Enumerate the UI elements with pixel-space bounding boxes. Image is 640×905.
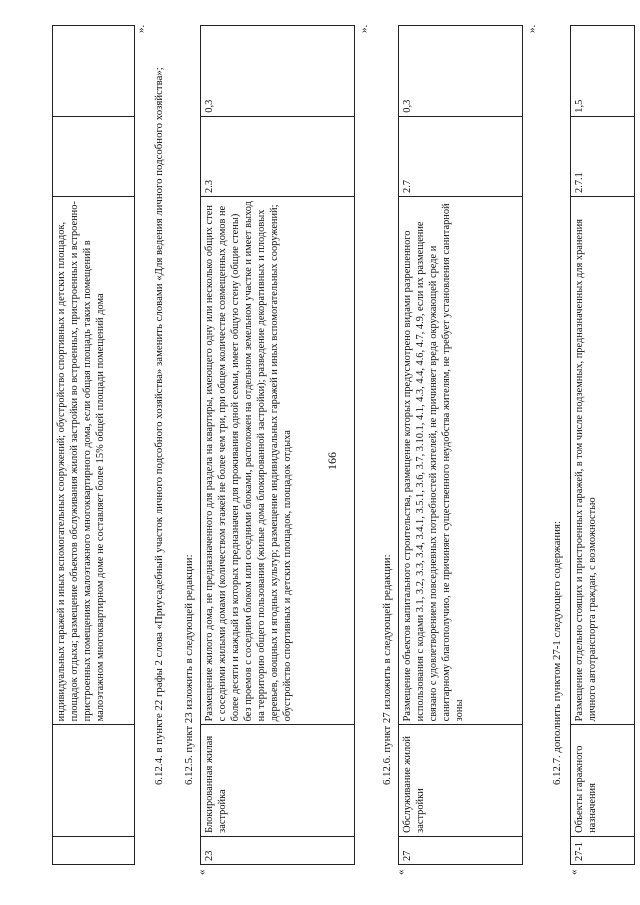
row-name-cell: Объекты гаражного назначения [571,725,635,837]
paragraph-6-12-5: 6.12.5. пункт 23 изложить в следующей редакции: [183,554,195,785]
table-row [399,26,523,865]
closing-quote: ». [135,24,147,33]
row-code-cell: 2.7 [399,116,523,196]
row-value-cell: 0,3 [201,26,355,117]
table-row [571,26,635,865]
row-code-cell: 2.7.1 [571,116,635,196]
opening-quote: « [568,869,580,875]
opening-quote: « [395,869,407,875]
table-row [53,26,135,865]
row-number-cell [53,836,135,864]
row-number-cell: 23 [201,836,355,864]
row-description-cell: индивидуальных гаражей и иных вспомогательных сооружений; обустройство спортивных и детских площадок, площадок отдыха; размещение объектов обслуживания жилой застройки во встроенных, пристроенных и встроенно-пристроенных помещениях малоэтажного многоквартирного дома, если общая площадь таких помещений в малоэтажном многоквартирном доме не составляет более 15% общей площади помещений дома [53,196,135,724]
row-code-cell [53,116,135,196]
row-number-cell: 27-1 [571,836,635,864]
paragraph-6-12-7: 6.12.7. дополнить пунктом 27-1 следующего содержания: [551,521,563,785]
table-row-23 [200,25,355,865]
paragraph-6-12-6: 6.12.6. пункт 27 изложить в следующей редакции: [381,554,393,785]
row-value-cell [53,26,135,117]
row-description-cell: Размещение объектов капитального строительства, размещение которых предусмотрено видами разрешенного использования с кодами 3.1, 3.2, 3.3, 3.4, 3.4.1, 3.5.1, 3.6, 3.7, 3.10.1, 4.1, 4.3, 4.4, 4.6, 4.7, 4.9, если их размещение связано с удовлетворением повседневных потребностей жителей, не причиняет вреда окружающей среде и санитарному благополучию, не причиняет существенного неудобства жителям, не требует установления санитарной зоны [399,196,523,724]
row-description-cell: Размещение отдельно стоящих и пристроенных гаражей, в том числе подземных, предназначенных для хранения личного автотранспорта граждан, с возможностью [571,196,635,724]
row-value-cell: 1,5 [571,26,635,117]
closing-quote: ». [526,24,538,33]
table-row-27-1 [570,25,635,865]
opening-quote: « [196,869,208,875]
paragraph-6-12-4: 6.12.4. в пункте 22 графы 2 слова «Приусадебный участок личного подсобного хозяйства» заменить словами «Для ведения личного подсобного хозяйства»; [153,67,165,785]
row-code-cell: 2.3 [201,116,355,196]
row-value-cell: 0,3 [399,26,523,117]
row-description-cell: Размещение жилого дома, не предназначенного для раздела на квартиры, имеющего одну или несколько общих стен с соседними жилыми домами (количеством этажей не более чем три, при общем количестве совмещенных домов не более десяти и каждый из которых предназначен для проживания одной семьи, имеет общую стену (общие стены) без проемов с соседним блоком или соседними блоками, расположен на отдельном земельном участке и имеет выход на территорию общего пользования (жилые дома блокированной застройки); разведение декоративных и плодовых деревьев, овощных и ягодных культур; размещение индивидуальных гаражей и иных вспомогательных сооружений; обустройство спортивных и детских площадок, площадок отдыха [201,196,355,724]
table-continuation [52,25,135,865]
row-number-cell: 27 [399,836,523,864]
row-name-cell: Блокированная жилая застройка [201,725,355,837]
row-name-cell [53,725,135,837]
table-row-27 [398,25,523,865]
page-number: 166 [325,452,339,470]
closing-quote: ». [358,24,370,33]
row-name-cell: Обслуживание жилой застройки [399,725,523,837]
table-row [201,26,355,865]
